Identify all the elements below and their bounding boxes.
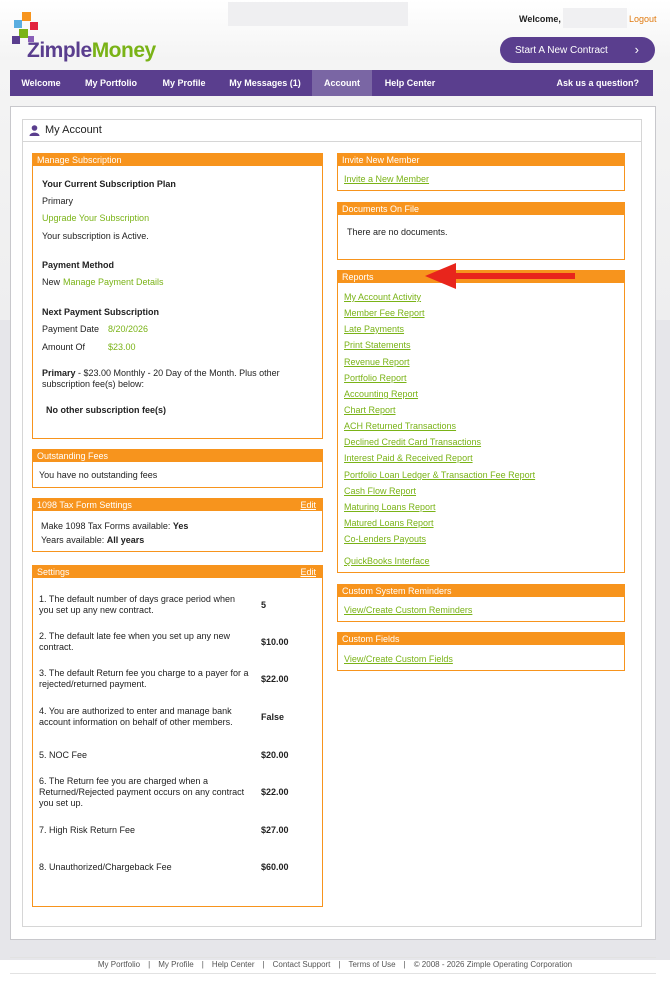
- report-link[interactable]: Matured Loans Report: [344, 518, 434, 528]
- custom-fields-panel: [337, 632, 625, 671]
- divider: [23, 141, 641, 142]
- nav-account[interactable]: Account: [312, 70, 372, 96]
- setting-value: $22.00: [261, 674, 289, 684]
- report-link[interactable]: Late Payments: [344, 324, 405, 334]
- report-link[interactable]: Accounting Report: [344, 389, 419, 399]
- annotation-arrow-icon: [420, 262, 580, 292]
- nav-my-profile[interactable]: My Profile: [162, 78, 206, 88]
- report-link[interactable]: Member Fee Report: [344, 308, 425, 318]
- ask-question-link[interactable]: Ask us a question?: [556, 78, 639, 88]
- logo-text: ZimpleMoney: [27, 39, 156, 62]
- payment-method-prefix: New: [42, 277, 61, 287]
- custom-reminders-link[interactable]: View/Create Custom Reminders: [344, 605, 473, 615]
- amount-value: $23.00: [108, 342, 136, 352]
- panel-header: Documents On File: [338, 203, 624, 215]
- plan-title: Your Current Subscription Plan: [42, 179, 176, 189]
- redacted-area: [228, 2, 408, 26]
- panel-header: Custom Fields: [338, 633, 624, 645]
- nav-my-messages[interactable]: My Messages (1): [229, 78, 301, 88]
- main-nav: [10, 70, 653, 96]
- panel-header: 1098 Tax Form Settings Edit: [33, 499, 322, 511]
- nav-help-center[interactable]: Help Center: [384, 78, 436, 88]
- logout-link[interactable]: Logout: [629, 14, 657, 24]
- setting-value: $27.00: [261, 825, 289, 835]
- report-link[interactable]: Interest Paid & Received Report: [344, 453, 473, 463]
- plan-name: Primary: [42, 196, 73, 206]
- custom-reminders-panel: [337, 584, 625, 622]
- manage-payment-details-link[interactable]: Manage Payment Details: [63, 277, 164, 287]
- footer-link-my-profile[interactable]: My Profile: [158, 960, 194, 969]
- manage-subscription-panel: [32, 153, 323, 439]
- documents-panel: [337, 202, 625, 260]
- setting-question: 2. The default late fee when you set up any new contract.: [39, 631, 230, 652]
- report-link[interactable]: Print Statements: [344, 340, 411, 350]
- panel-header: Outstanding Fees: [33, 450, 322, 462]
- footer-link-terms[interactable]: Terms of Use: [348, 960, 396, 969]
- payment-method-title: Payment Method: [42, 260, 115, 270]
- setting-question: 3. The default Return fee you charge to a payer for a rejected/returned payment.: [39, 668, 249, 689]
- report-link[interactable]: Revenue Report: [344, 357, 410, 367]
- footer-copyright: © 2008 - 2026 Zimple Operating Corporation: [413, 960, 573, 969]
- page-title: [29, 123, 102, 137]
- nav-welcome[interactable]: Welcome: [21, 78, 61, 88]
- nav-my-portfolio[interactable]: My Portfolio: [85, 78, 137, 88]
- payment-date-label: Payment Date: [42, 324, 100, 334]
- invite-member-panel: [337, 153, 625, 191]
- report-link[interactable]: ACH Returned Transactions: [344, 421, 457, 431]
- setting-value: 5: [261, 600, 267, 610]
- start-new-contract-label: Start A New Contract: [515, 44, 608, 56]
- quickbooks-interface-link[interactable]: QuickBooks Interface: [344, 556, 430, 566]
- payment-date-value: 8/20/2026: [108, 324, 149, 334]
- settings-edit-link[interactable]: Edit: [300, 567, 316, 577]
- user-icon: [29, 125, 40, 136]
- report-link[interactable]: Declined Credit Card Transactions: [344, 437, 482, 447]
- settings-panel: [32, 565, 323, 907]
- outstanding-fees-panel: [32, 449, 323, 488]
- subscription-description-line2: subscription fee(s) below:: [42, 379, 145, 389]
- tax-available-line: Make 1098 Tax Forms available: Yes: [41, 521, 189, 531]
- report-link[interactable]: Co-Lenders Payouts: [344, 534, 427, 544]
- documents-text: There are no documents.: [347, 227, 448, 237]
- footer-divider: [10, 957, 656, 958]
- setting-question: 5. NOC Fee: [39, 750, 88, 760]
- setting-question: 8. Unauthorized/Chargeback Fee: [39, 862, 172, 872]
- report-link[interactable]: Portfolio Report: [344, 373, 407, 383]
- welcome-text: Welcome,: [519, 14, 561, 24]
- report-link[interactable]: My Account Activity: [344, 292, 422, 302]
- footer-divider: [10, 973, 656, 974]
- page-title-text: My Account: [45, 124, 102, 136]
- setting-question: 4. You are authorized to enter and manage bank account information on behalf of other members.: [39, 706, 233, 727]
- setting-question: 7. High Risk Return Fee: [39, 825, 136, 835]
- panel-header: Settings Edit: [33, 566, 322, 578]
- setting-value: $20.00: [261, 750, 289, 760]
- custom-fields-link[interactable]: View/Create Custom Fields: [344, 654, 453, 664]
- panel-header: Manage Subscription: [33, 154, 322, 166]
- zimplemoney-logo[interactable]: [10, 12, 160, 66]
- chevron-right-icon: ›: [634, 42, 639, 57]
- panel-header: Custom System Reminders: [338, 585, 624, 597]
- outstanding-fees-text: You have no outstanding fees: [39, 470, 158, 480]
- upgrade-subscription-link[interactable]: Upgrade Your Subscription: [42, 213, 150, 223]
- redacted-username: [563, 8, 627, 28]
- footer-link-my-portfolio[interactable]: My Portfolio: [97, 960, 141, 969]
- panel-header: Reports: [338, 271, 624, 283]
- setting-value: $10.00: [261, 637, 289, 647]
- invite-new-member-link[interactable]: Invite a New Member: [344, 174, 430, 184]
- report-link[interactable]: Cash Flow Report: [344, 486, 417, 496]
- tax-form-settings-panel: [32, 498, 323, 552]
- report-link[interactable]: Chart Report: [344, 405, 396, 415]
- footer: My Portfolio | My Profile | Help Center | Contact Support | Terms of Use | © 2008 - 2026 Zimple Operating Corporation: [97, 960, 573, 969]
- report-link[interactable]: Portfolio Loan Ledger & Transaction Fee Report: [344, 470, 536, 480]
- report-link[interactable]: Maturing Loans Report: [344, 502, 436, 512]
- no-other-fees: No other subscription fee(s): [46, 405, 167, 415]
- setting-question: 6. The Return fee you are charged when a Returned/Rejected payment occurs on any contract you set up.: [39, 776, 245, 808]
- panel-header: Invite New Member: [338, 154, 624, 166]
- subscription-status: Your subscription is Active.: [42, 231, 149, 241]
- footer-link-contact-support[interactable]: Contact Support: [272, 960, 331, 969]
- tax-years-line: Years available: All years: [41, 535, 145, 545]
- reports-panel: [337, 270, 625, 573]
- subscription-description: Primary - $23.00 Monthly - 20 Day of the Month. Plus other: [42, 368, 280, 378]
- start-new-contract-button[interactable]: [500, 37, 655, 63]
- amount-label: Amount Of: [42, 342, 86, 352]
- setting-question: 1. The default number of days grace period when you set up any new contract.: [39, 594, 235, 615]
- footer-link-help-center[interactable]: Help Center: [211, 960, 255, 969]
- setting-value: $22.00: [261, 787, 289, 797]
- next-payment-title: Next Payment Subscription: [42, 307, 160, 317]
- setting-value: False: [261, 712, 285, 722]
- tax-edit-link[interactable]: Edit: [300, 500, 316, 510]
- setting-value: $60.00: [261, 862, 289, 872]
